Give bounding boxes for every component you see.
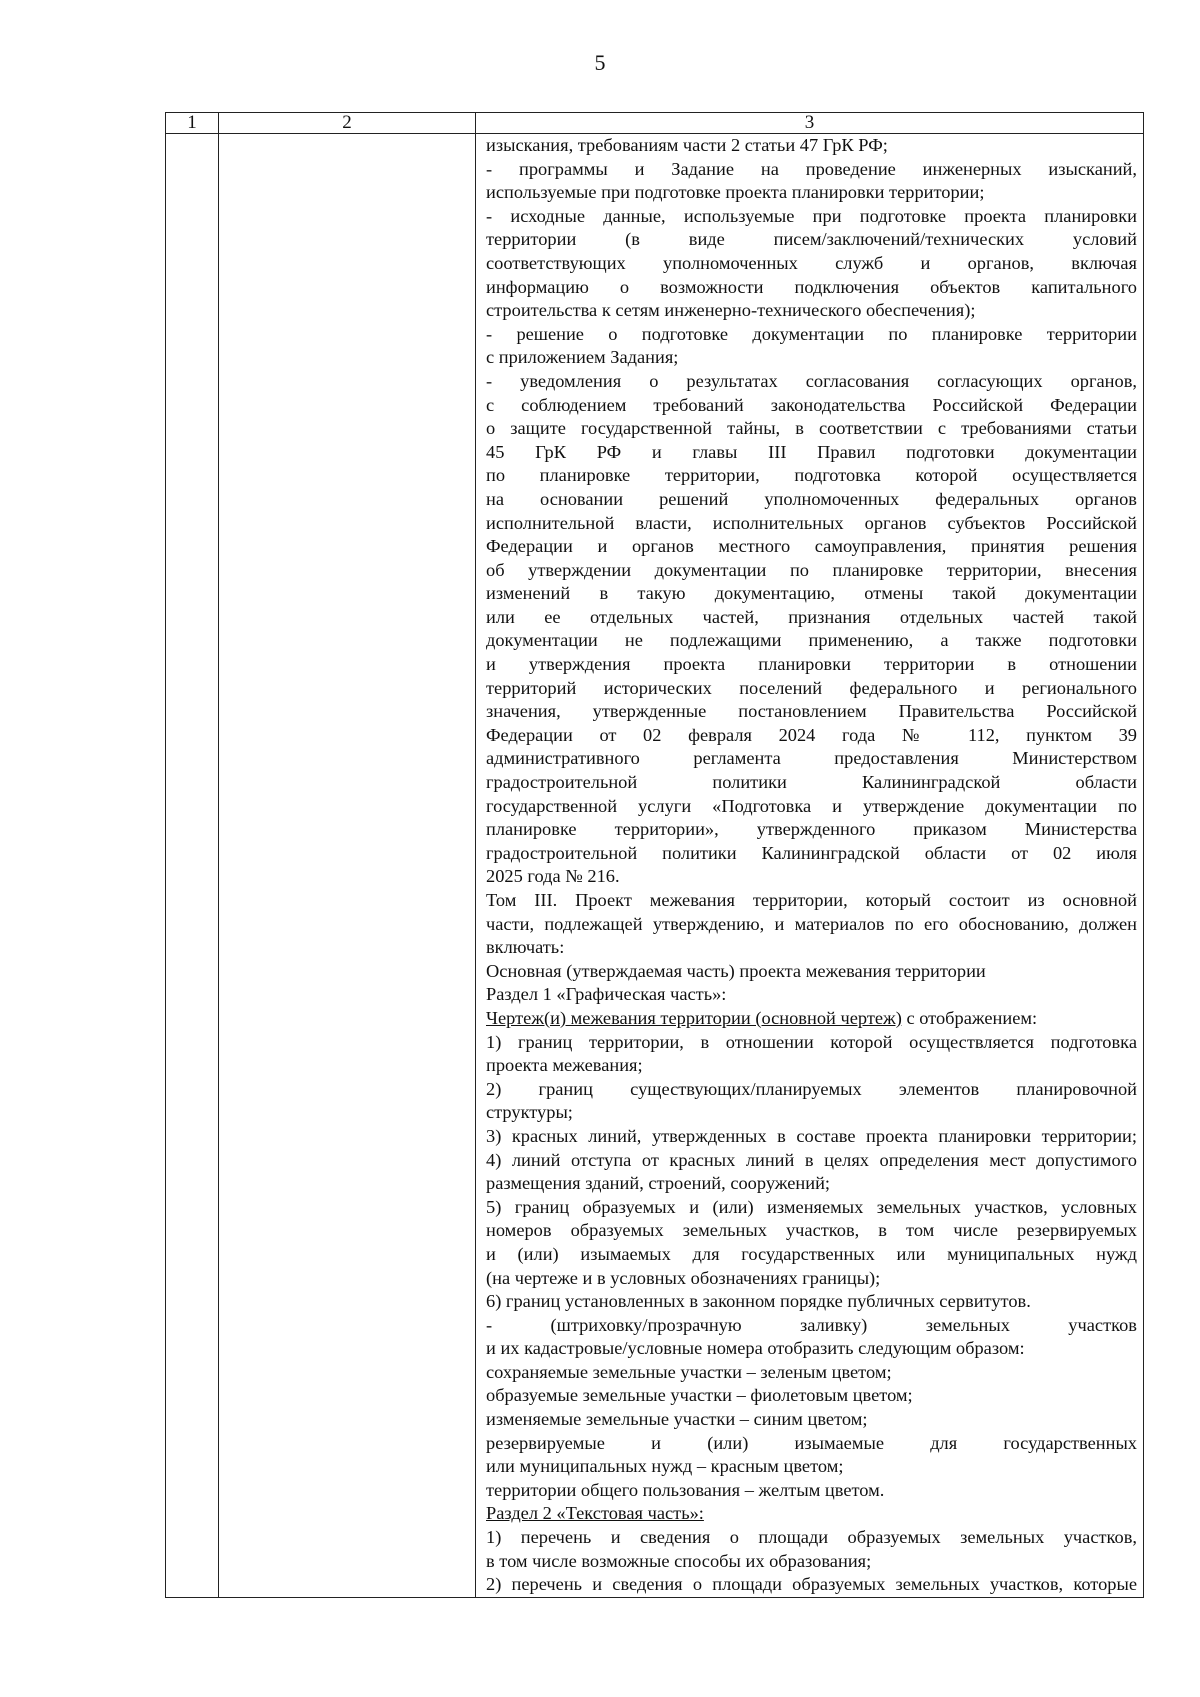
text-line: по планировке территории, подготовка которой осуществляется	[486, 465, 1137, 486]
text-line: градостроительной политики Калининградской области от 02 июля	[486, 842, 1137, 863]
text-line: проекта межевания;	[486, 1055, 643, 1076]
text-line: - решение о подготовке документации по планировке территории	[486, 323, 1137, 344]
text-line: строительства к сетям инженерно-технического обеспечения);	[486, 300, 976, 321]
column-header-3: 3	[476, 113, 1144, 134]
text-line: структуры;	[486, 1102, 573, 1123]
text-line: - программы и Задание на проведение инженерных изысканий,	[486, 158, 1137, 179]
cell-col-3	[476, 134, 1144, 1598]
text-line: - (штриховку/прозрачную заливку) земельных участков	[486, 1314, 1137, 1335]
underlined-text: Чертеж(и) межевания территории (основной чертеж)	[486, 1007, 902, 1028]
text-line: и (или) изымаемых для государственных или муниципальных нужд	[486, 1243, 1137, 1264]
text-line: изыскания, требованиям части 2 статьи 47 ГрК РФ;	[486, 135, 888, 155]
text-line: Том III. Проект межевания территории, который состоит из основной	[486, 890, 1137, 910]
text-line: 1) перечень и сведения о площади образуемых земельных участков,	[486, 1527, 1137, 1548]
text-line: с приложением Задания;	[486, 347, 679, 368]
text-line: 45 ГрК РФ и главы III Правил подготовки документации	[486, 441, 1137, 462]
text-line: номеров образуемых земельных участков, в том числе резервируемых	[486, 1220, 1137, 1241]
text-tail: с отображением:	[901, 1007, 1038, 1028]
cell-col-2	[219, 134, 476, 1598]
text-line: об утверждении документации по планировке территории, внесения	[486, 559, 1137, 580]
text-line: используемые при подготовке проекта планировки территории;	[486, 182, 985, 203]
text-line: Раздел 1 «Графическая часть»:	[486, 984, 727, 1005]
text-line: и их кадастровые/условные номера отобразить следующим образом:	[486, 1338, 1025, 1359]
text-line: изменяемые земельные участки – синим цветом;	[486, 1409, 868, 1430]
text-line: значения, утвержденные постановлением Правительства Российской	[486, 701, 1137, 722]
text-line: Основная (утверждаемая часть) проекта межевания территории	[486, 960, 986, 981]
text-line: (на чертеже и в условных обозначениях границы);	[486, 1267, 881, 1288]
text-line: планировке территории», утвержденного приказом Министерства	[486, 819, 1137, 840]
text-line: 3) красных линий, утвержденных в составе проекта планировки территории;	[486, 1125, 1137, 1146]
text-line: образуемые земельные участки – фиолетовым цветом;	[486, 1385, 913, 1406]
table-row	[166, 134, 1144, 1598]
text-line: 2) перечень и сведения о площади образуемых земельных участков, которые	[486, 1574, 1137, 1595]
text-line: части, подлежащей утверждению, и материалов по его обоснованию, должен	[486, 913, 1137, 934]
text-line: размещения зданий, строений, сооружений;	[486, 1173, 831, 1194]
table-header-row	[166, 113, 1144, 134]
text-line: территории общего пользования – желтым цветом.	[486, 1479, 885, 1500]
text-line: или муниципальных нужд – красным цветом;	[486, 1456, 844, 1477]
text-line: резервируемые и (или) изымаемые для государственных	[486, 1432, 1137, 1453]
text-line: и утверждения проекта планировки территории в отношении	[486, 654, 1137, 675]
text-line: 2025 года № 216.	[486, 866, 620, 887]
column-header-1: 1	[166, 113, 219, 134]
text-line: 6) границ установленных в законном порядке публичных сервитутов.	[486, 1291, 1031, 1312]
text-line: Федерации и органов местного самоуправления, принятия решения	[486, 536, 1137, 557]
text-line: 2) границ существующих/планируемых элементов планировочной	[486, 1078, 1137, 1099]
text-line: территории (в виде писем/заключений/технических условий	[486, 229, 1137, 250]
text-line: сохраняемые земельные участки – зеленым цветом;	[486, 1361, 892, 1382]
column-header-2: 2	[219, 113, 476, 134]
text-line: с соблюдением требований законодательства Российской Федерации	[486, 394, 1137, 415]
text-line: Раздел 2 «Текстовая часть»:	[486, 1503, 704, 1524]
text-line: - исходные данные, используемые при подготовке проекта планировки	[486, 205, 1137, 226]
text-line: на основании решений уполномоченных федеральных органов	[486, 488, 1137, 509]
text-line: 5) границ образуемых и (или) изменяемых земельных участков, условных	[486, 1196, 1137, 1217]
page-number: 5	[594, 50, 606, 75]
text-line: исполнительной власти, исполнительных органов субъектов Российской	[486, 512, 1137, 533]
text-line: соответствующих уполномоченных служб и органов, включая	[486, 252, 1137, 273]
text-line: или ее отдельных частей, признания отдельных частей такой	[486, 606, 1137, 627]
text-line: Федерации от 02 февраля 2024 года № 112, пунктом 39	[486, 724, 1137, 745]
text-line: в том числе возможные способы их образования;	[486, 1550, 872, 1571]
text-line: 4) линий отступа от красных линий в целях определения мест допустимого	[486, 1149, 1137, 1170]
cell-col-1	[166, 134, 219, 1598]
text-line: документации не подлежащими применению, а также подготовки	[486, 630, 1137, 651]
text-line: изменений в такую документацию, отмены такой документации	[486, 583, 1137, 604]
text-line: включать:	[486, 937, 565, 958]
text-line: о защите государственной тайны, в соответствии с требованиями статьи	[486, 418, 1137, 439]
text-line	[486, 1007, 1137, 1031]
cell-text	[486, 134, 1137, 1597]
text-line: информацию о возможности подключения объектов капитального	[486, 276, 1137, 297]
text-line: государственной услуги «Подготовка и утверждение документации по	[486, 795, 1137, 816]
text-line: - уведомления о результатах согласования согласующих органов,	[486, 370, 1137, 391]
document-table	[165, 112, 1144, 1598]
text-line: 1) границ территории, в отношении которой осуществляется подготовка	[486, 1031, 1137, 1052]
text-line: градостроительной политики Калининградской области	[486, 772, 1137, 793]
text-line: территорий исторических поселений федерального и регионального	[486, 677, 1137, 698]
text-line: административного регламента предоставления Министерством	[486, 748, 1137, 769]
